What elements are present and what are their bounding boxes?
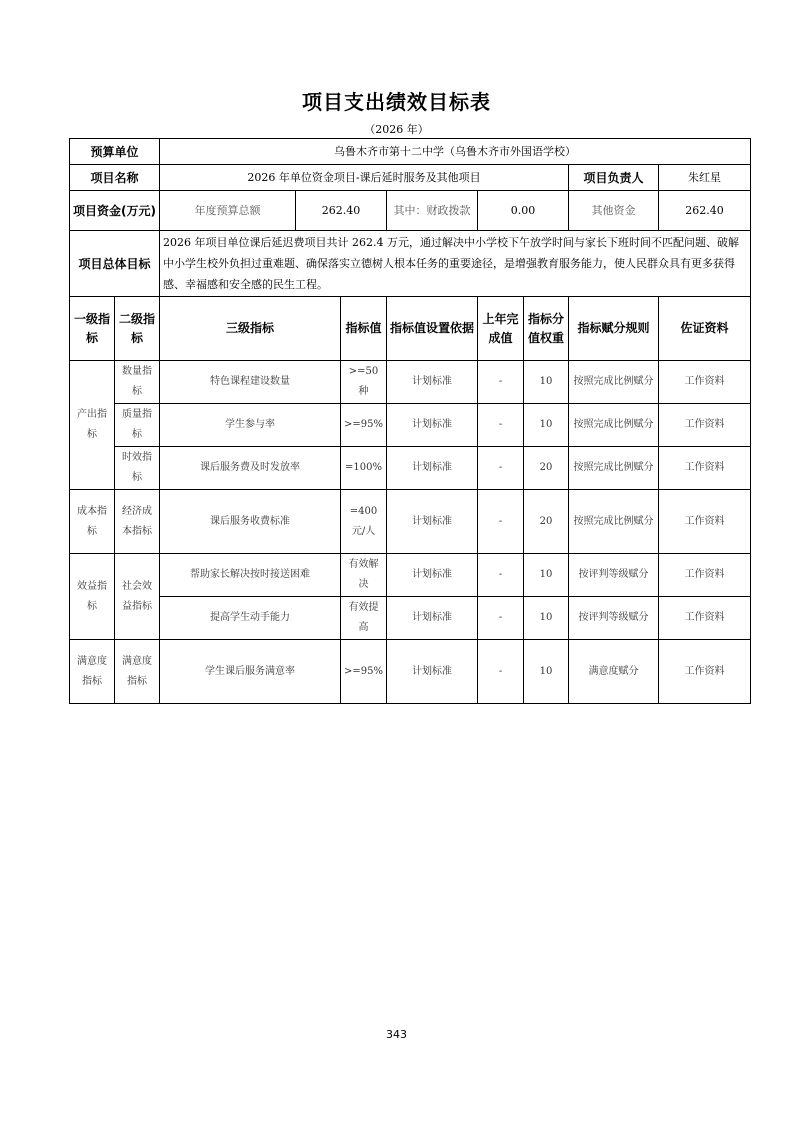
level3-cell: 提高学生动手能力 bbox=[160, 597, 341, 640]
table-row bbox=[70, 231, 751, 297]
table-row bbox=[70, 165, 751, 191]
header-value: 指标值 bbox=[341, 297, 387, 361]
level3-cell: 帮助家长解决按时接送困难 bbox=[160, 554, 341, 597]
last-year-cell: - bbox=[478, 447, 524, 490]
group-output: 产出指标 bbox=[70, 361, 115, 490]
last-year-cell: - bbox=[478, 490, 524, 554]
table-row bbox=[70, 404, 751, 447]
basis-cell: 计划标准 bbox=[387, 640, 478, 704]
table-row bbox=[70, 640, 751, 704]
performance-table bbox=[69, 138, 751, 704]
weight-cell: 10 bbox=[524, 361, 569, 404]
weight-cell: 10 bbox=[524, 404, 569, 447]
rule-cell: 满意度赋分 bbox=[569, 640, 659, 704]
value-cell: =100% bbox=[341, 447, 387, 490]
value-cell: 有效提高 bbox=[341, 597, 387, 640]
weight-cell: 10 bbox=[524, 554, 569, 597]
header-level3: 三级指标 bbox=[160, 297, 341, 361]
header-basis: 指标值设置依据 bbox=[387, 297, 478, 361]
evidence-cell: 工作资料 bbox=[659, 597, 751, 640]
rule-cell: 按照完成比例赋分 bbox=[569, 361, 659, 404]
table-row bbox=[70, 490, 751, 554]
project-value: 2026 年单位资金项目-课后延时服务及其他项目 bbox=[160, 165, 569, 191]
leader-label: 项目负责人 bbox=[569, 165, 659, 191]
value-cell: >=50种 bbox=[341, 361, 387, 404]
level2-cell: 满意度指标 bbox=[115, 640, 160, 704]
annual-budget-label: 年度预算总额 bbox=[160, 191, 296, 231]
header-level1: 一级指标 bbox=[70, 297, 115, 361]
value-cell: =400元/人 bbox=[341, 490, 387, 554]
table-row bbox=[70, 191, 751, 231]
table-row bbox=[70, 139, 751, 165]
header-weight: 指标分值权重 bbox=[524, 297, 569, 361]
evidence-cell: 工作资料 bbox=[659, 404, 751, 447]
level2-cell: 数量指标 bbox=[115, 361, 160, 404]
last-year-cell: - bbox=[478, 404, 524, 447]
last-year-cell: - bbox=[478, 640, 524, 704]
goal-text: 2026 年项目单位课后延迟费项目共计 262.4 万元，通过解决中小学校下午放学时间与家长下班时间不匹配问题、破解中小学生校外负担过重难题、确保落实立德树人根本任务的重要途径，是增强教育服务能力，使人民群众具有更多获得感、幸福感和安全感的民生工程。 bbox=[160, 231, 751, 297]
group-satisfaction: 满意度指标 bbox=[70, 640, 115, 704]
header-row bbox=[70, 297, 751, 361]
level3-cell: 学生参与率 bbox=[160, 404, 341, 447]
basis-cell: 计划标准 bbox=[387, 361, 478, 404]
table-row bbox=[70, 447, 751, 490]
unit-value: 乌鲁木齐市第十二中学（乌鲁木齐市外国语学校） bbox=[160, 139, 751, 165]
basis-cell: 计划标准 bbox=[387, 554, 478, 597]
weight-cell: 10 bbox=[524, 597, 569, 640]
other-funds-label: 其他资金 bbox=[569, 191, 659, 231]
header-rule: 指标赋分规则 bbox=[569, 297, 659, 361]
page-number: 343 bbox=[386, 1028, 407, 1041]
weight-cell: 20 bbox=[524, 447, 569, 490]
table-row bbox=[70, 597, 751, 640]
last-year-cell: - bbox=[478, 597, 524, 640]
fiscal-value: 0.00 bbox=[478, 191, 569, 231]
level2-cell: 时效指标 bbox=[115, 447, 160, 490]
rule-cell: 按评判等级赋分 bbox=[569, 597, 659, 640]
fiscal-label: 其中：财政拨款 bbox=[387, 191, 478, 231]
value-cell: >=95% bbox=[341, 404, 387, 447]
goal-label: 项目总体目标 bbox=[70, 231, 160, 297]
level3-cell: 学生课后服务满意率 bbox=[160, 640, 341, 704]
value-cell: >=95% bbox=[341, 640, 387, 704]
basis-cell: 计划标准 bbox=[387, 447, 478, 490]
rule-cell: 按照完成比例赋分 bbox=[569, 447, 659, 490]
header-evidence: 佐证资料 bbox=[659, 297, 751, 361]
last-year-cell: - bbox=[478, 554, 524, 597]
funds-label: 项目资金(万元) bbox=[70, 191, 160, 231]
level2-cell: 经济成本指标 bbox=[115, 490, 160, 554]
level3-cell: 特色课程建设数量 bbox=[160, 361, 341, 404]
group-cost: 成本指标 bbox=[70, 490, 115, 554]
page-title: 项目支出绩效目标表 bbox=[302, 90, 491, 114]
level3-cell: 课后服务收费标准 bbox=[160, 490, 341, 554]
header-level2: 二级指标 bbox=[115, 297, 160, 361]
evidence-cell: 工作资料 bbox=[659, 490, 751, 554]
leader-value: 朱红星 bbox=[659, 165, 751, 191]
level2-cell: 社会效益指标 bbox=[115, 554, 160, 640]
weight-cell: 10 bbox=[524, 640, 569, 704]
evidence-cell: 工作资料 bbox=[659, 554, 751, 597]
basis-cell: 计划标准 bbox=[387, 597, 478, 640]
evidence-cell: 工作资料 bbox=[659, 640, 751, 704]
table-row bbox=[70, 554, 751, 597]
annual-budget-value: 262.40 bbox=[296, 191, 387, 231]
basis-cell: 计划标准 bbox=[387, 404, 478, 447]
project-label: 项目名称 bbox=[70, 165, 160, 191]
year-subtitle: （2026 年） bbox=[364, 123, 429, 136]
level2-cell: 质量指标 bbox=[115, 404, 160, 447]
rule-cell: 按照完成比例赋分 bbox=[569, 404, 659, 447]
unit-label: 预算单位 bbox=[70, 139, 160, 165]
level3-cell: 课后服务费及时发放率 bbox=[160, 447, 341, 490]
header-last-year: 上年完成值 bbox=[478, 297, 524, 361]
rule-cell: 按照完成比例赋分 bbox=[569, 490, 659, 554]
last-year-cell: - bbox=[478, 361, 524, 404]
evidence-cell: 工作资料 bbox=[659, 447, 751, 490]
table-row bbox=[70, 361, 751, 404]
value-cell: 有效解决 bbox=[341, 554, 387, 597]
basis-cell: 计划标准 bbox=[387, 490, 478, 554]
evidence-cell: 工作资料 bbox=[659, 361, 751, 404]
group-benefit: 效益指标 bbox=[70, 554, 115, 640]
rule-cell: 按评判等级赋分 bbox=[569, 554, 659, 597]
other-funds-value: 262.40 bbox=[659, 191, 751, 231]
weight-cell: 20 bbox=[524, 490, 569, 554]
